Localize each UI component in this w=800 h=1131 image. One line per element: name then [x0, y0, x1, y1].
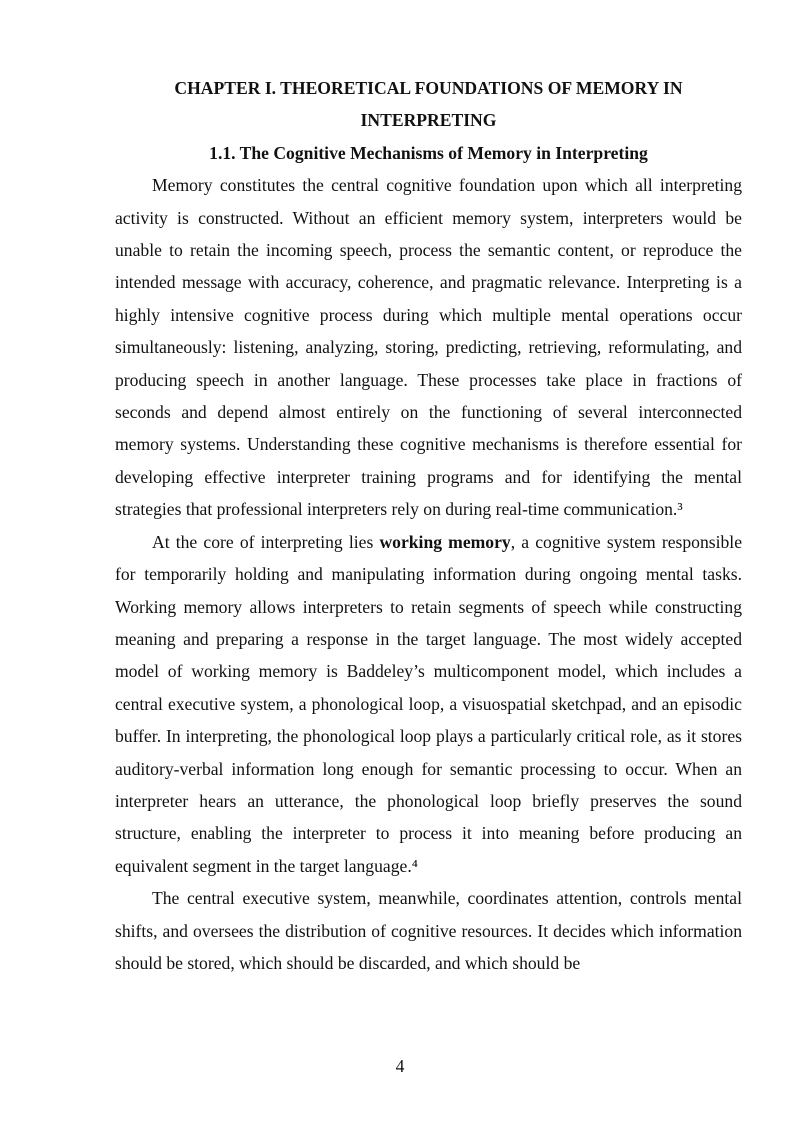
chapter-title	[115, 72, 742, 137]
chapter-title-line-1: CHAPTER I. THEORETICAL FOUNDATIONS OF MEMORY IN	[174, 78, 683, 98]
page-content	[115, 72, 742, 979]
paragraph-2-text-start: At the core of interpreting lies	[152, 531, 380, 552]
paragraph-2-text-rest: , a cognitive system responsible for temporarily holding and manipulating information during ongoing mental tasks. Working memory allows interpreters to retain segments of speech while constructing meaning and preparing a response in the target language. The most widely accepted model of working memory is Baddeley’s multicomponent model, which includes a central executive system, a phonological loop, a visuospatial sketchpad, and an episodic buffer. In interpreting, the phonological loop plays a particularly critical role, as it stores auditory-verbal information long enough for semantic processing to occur. When an interpreter hears an utterance, the phonological loop briefly preserves the sound structure, enabling the interpreter to process it into meaning before producing an equivalent segment in the target language.	[115, 531, 742, 876]
paragraph-1	[115, 169, 742, 525]
section-title: 1.1. The Cognitive Mechanisms of Memory in Interpreting	[209, 142, 648, 163]
paragraph-1-text: Memory constitutes the central cognitive foundation upon which all interpreting activity is constructed. Without an efficient memory system, interpreters would be unable to retain the incoming speech, process the semantic content, or reproduce the intended message with accuracy, coherence, and pragmatic relevance. Interpreting is a highly intensive cognitive process during which multiple mental operations occur simultaneously: listening, analyzing, storing, predicting, retrieving, reformulating, and producing speech in another language. These processes take place in fractions of seconds and depend almost entirely on the functioning of several interconnected memory systems. Understanding these cognitive mechanisms is therefore essential for developing effective interpreter training programs and for identifying the mental strategies that professional interpreters rely on during real-time communication.	[115, 175, 742, 520]
paragraph-2	[115, 526, 742, 882]
page-number: 4	[395, 1056, 405, 1076]
footnote-marker-3: ³	[677, 499, 683, 520]
paragraph-3: The central executive system, meanwhile, coordinates attention, controls mental shifts, and oversees the distribution of cognitive resources. It decides which information should be stored, which should be discarded, and which should be	[115, 888, 742, 973]
footnote-marker-4: ⁴	[411, 855, 418, 876]
chapter-title-line-2: INTERPRETING	[360, 110, 497, 131]
term-working-memory: working memory	[379, 531, 511, 552]
